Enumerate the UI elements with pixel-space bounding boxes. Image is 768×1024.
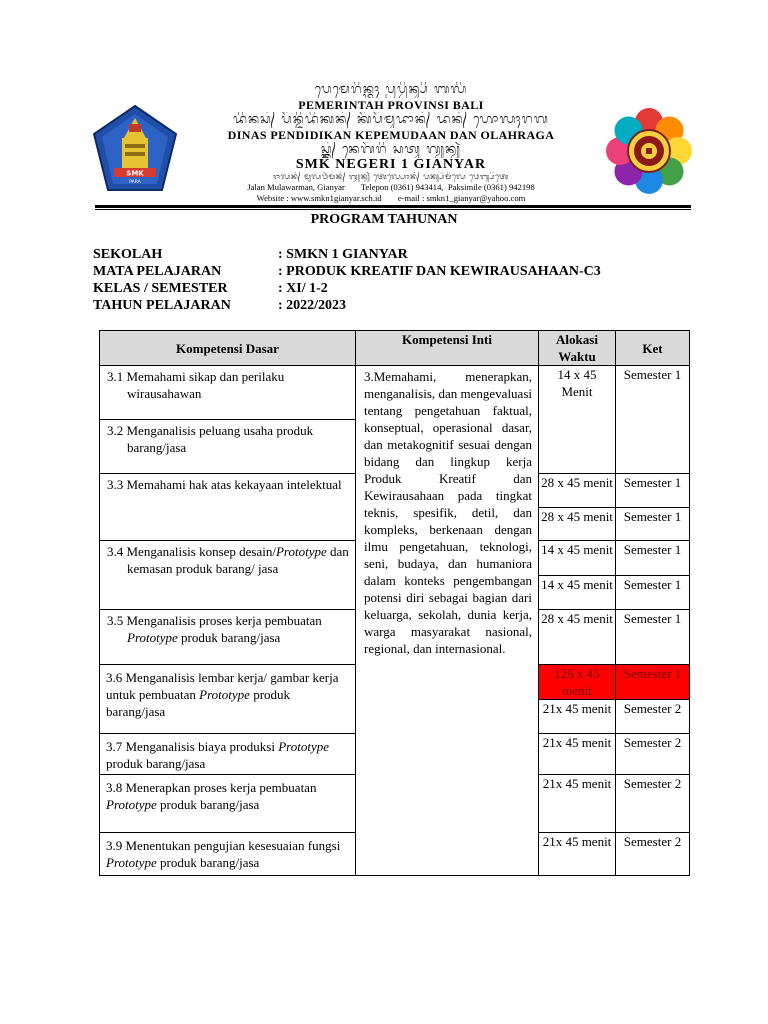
ket-cell-highlighted: Semester 1 <box>616 665 690 700</box>
document-fields <box>93 246 601 314</box>
header-ket: Ket <box>616 331 690 366</box>
email: e-mail : smkn1_gianyar@yahoo.com <box>397 193 526 203</box>
header-alokasi-waktu: Alokasi Waktu <box>539 331 616 366</box>
balinese-script-line: ᬚᬮᬦ᭄ ᬫᬸᬮᬯᬃᬫᬦ᭄ ᬕ᭄ᬬᬦ᭄ᬬᬃ ᬢᬾᬮ᭄ᬧᭀᬦ᭄ ᬧᬓ᭄ᬲᬶᬫᬶᬮᬾ ᬯᬾᬩ᭄ᬲᬶᬢᬾ <box>273 172 509 181</box>
ket-cell: Semester 1 <box>616 576 690 610</box>
kd-text: produk barang/jasa <box>106 756 206 771</box>
website: Website : www.smkn1gianyar.sch.id <box>256 193 382 203</box>
alokasi-cell: 28 x 45 menit <box>539 474 616 508</box>
kd-text: Menganalisis lembar kerja/ gambar kerja untuk pembuatan <box>106 670 339 702</box>
alokasi-cell: 14 x 45 menit <box>539 541 616 576</box>
kd-text: Menerapkan proses kerja pembuatan <box>125 780 317 795</box>
field-value: : SMKN 1 GIANYAR <box>278 247 408 262</box>
table-header-row <box>100 331 690 366</box>
ki-cell: 3.Memahami, menerapkan, menganalisis, dan mengevaluasi tentang pengetahuan faktual, konseptual, operasional dasar, dan metakognitif sesuai dengan bidang dan lingkup kerja Produk Kreatif dan Kewirausahaan pada tingkat teknis, spesifik, detil, dan kompleks, berkenaan dengan ilmu pengetahuan, teknologi, seni, budaya, dan humaniora dalam konteks pengembangan potensi diri sebagai bagian dari keluarga, sekolah, dunia kerja, warga masyarakat nasional, regional, dan internasional. <box>356 366 539 876</box>
kd-number: 3.2 <box>107 423 124 438</box>
kd-cell <box>100 610 356 665</box>
kd-emphasis: Prototype <box>127 630 178 645</box>
ket-cell: Semester 1 <box>616 508 690 541</box>
field-mata-pelajaran <box>93 263 601 280</box>
ket-cell: Semester 1 <box>616 610 690 665</box>
kd-emphasis: Prototype <box>106 797 157 812</box>
kd-text: Menganalisis konsep desain/ <box>126 544 276 559</box>
field-tahun-pelajaran <box>93 297 601 314</box>
alokasi-cell: 14 x 45 menit <box>539 576 616 610</box>
alokasi-cell: 28 x 45 menit <box>539 610 616 665</box>
kd-emphasis: Prototype <box>106 855 157 870</box>
field-sekolah <box>93 246 601 263</box>
kd-number: 3.3 <box>107 477 124 492</box>
alokasi-cell-highlighted: 126 x 45 menit <box>539 665 616 700</box>
alokasi-cell: 14 x 45 Menit <box>539 366 616 474</box>
bali-province-emblem-icon <box>92 104 178 194</box>
field-label: SEKOLAH <box>93 247 163 262</box>
kd-number: 3.4 <box>107 544 124 559</box>
kd-number: 3.1 <box>107 369 124 384</box>
kd-cell <box>100 665 356 734</box>
table-row <box>100 366 690 420</box>
kd-number: 3.6 <box>106 670 123 685</box>
kd-cell <box>100 541 356 610</box>
kd-text: Menganalisis proses kerja pembuatan <box>126 613 322 628</box>
kd-number: 3.8 <box>106 780 123 795</box>
fax: Paksimile (0361) 942198 <box>447 182 535 192</box>
ket-cell: Semester 1 <box>616 474 690 508</box>
ket-cell: Semester 2 <box>616 700 690 734</box>
kd-text: Menganalisis peluang usaha produk barang/jasa <box>126 423 314 455</box>
ket-cell: Semester 2 <box>616 833 690 876</box>
field-label: MATA PELAJARAN <box>93 264 222 279</box>
kd-text: Memahami hak atas kekayaan intelektual <box>126 477 342 492</box>
alokasi-cell: 21x 45 menit <box>539 775 616 833</box>
kd-cell <box>100 420 356 474</box>
contact-line <box>180 193 602 204</box>
school-name: SMK NEGERI 1 GIANYAR <box>295 157 487 172</box>
alokasi-cell: 21x 45 menit <box>539 700 616 734</box>
kd-text: Menganalisis biaya produksi <box>125 739 279 754</box>
school-emblem-icon <box>604 106 694 196</box>
letterhead-text <box>180 82 602 204</box>
kd-emphasis: Prototype <box>278 739 330 754</box>
program-table <box>99 330 690 876</box>
field-kelas-semester <box>93 280 601 297</box>
balinese-script-line: ᬤᬶᬦᬲ᭄ ᬧᭂᬦ᭄ᬤᬶᬤᬶᬓᬦ᭄ ᬓᭂᬧᭂᬫᬸᬤᬵᬦ᭄ ᬤᬦ᭄ ᬳᭀᬮᬄᬭᬕ <box>233 112 549 127</box>
kd-number: 3.5 <box>107 613 124 628</box>
kd-cell <box>100 474 356 541</box>
kd-emphasis: Prototype <box>275 544 327 559</box>
emblem-subtext: PARA <box>129 180 141 185</box>
field-value: : XI/ 1-2 <box>278 281 328 296</box>
ket-cell: Semester 1 <box>616 541 690 576</box>
kd-text: produk barang/jasa <box>177 630 281 645</box>
agency-name: DINAS PENDIDIKAN KEPEMUDAAN DAN OLAHRAGA <box>227 128 555 142</box>
kd-cell <box>100 775 356 833</box>
letterhead-rule-thin <box>95 209 691 210</box>
kd-text: Memahami sikap dan perilaku wirausahawan <box>126 369 285 401</box>
field-label: TAHUN PELAJARAN <box>93 298 231 313</box>
field-value: : 2022/2023 <box>278 298 347 313</box>
header-kompetensi-dasar: Kompetensi Dasar <box>100 331 356 366</box>
balinese-script-line: ᬲ᭄ᬫ᭄ᬓ᭄ ᬦᬾᬕᭂᬭᬶ ᬲᬢᬸ ᬕ᭄ᬬᬦ᭄ᬬᬃ <box>320 142 461 157</box>
field-label: KELAS / SEMESTER <box>93 281 228 296</box>
kd-emphasis: Prototype <box>199 687 250 702</box>
kd-number: 3.9 <box>106 838 123 853</box>
alokasi-cell: 21x 45 menit <box>539 833 616 876</box>
letterhead <box>92 82 692 210</box>
header-kompetensi-inti: Kompetensi Inti <box>356 331 539 366</box>
kd-text: produk barang/jasa <box>156 797 260 812</box>
phone: Telepon (0361) 943414, <box>360 182 444 192</box>
emblem-text: SMK <box>126 169 144 178</box>
kd-text: dan kemasan produk barang/ jasa <box>127 544 349 576</box>
document-title: PROGRAM TAHUNAN <box>310 212 458 227</box>
field-value: : PRODUK KREATIF DAN KEWIRAUSAHAAN-C3 <box>278 264 601 279</box>
address-line <box>180 182 602 193</box>
letterhead-rule <box>95 205 691 208</box>
balinese-script-line: ᬧᬾᬫᬾᬭᬶᬦ᭄ᬢᬄ ᬧ᭄ᬭᬧ᭄ᬯᬶᬦ᭄ᬲᬶ ᬩᬮᬶ <box>314 82 468 97</box>
address: Jalan Mulawarman, Gianyar <box>247 182 345 192</box>
alokasi-cell: 28 x 45 menit <box>539 508 616 541</box>
kd-cell <box>100 833 356 876</box>
ket-cell: Semester 2 <box>616 734 690 775</box>
kd-number: 3.7 <box>106 739 123 754</box>
kd-cell <box>100 366 356 420</box>
ket-cell: Semester 1 <box>616 366 690 474</box>
alokasi-cell: 21x 45 menit <box>539 734 616 775</box>
kd-text: Menentukan pengujian kesesuaian fungsi <box>125 838 341 853</box>
ket-cell: Semester 2 <box>616 775 690 833</box>
kd-text: produk barang/jasa <box>106 687 291 719</box>
kd-cell <box>100 734 356 775</box>
kd-text: produk barang/jasa <box>156 855 260 870</box>
government-name: PEMERINTAH PROVINSI BALI <box>298 98 484 112</box>
